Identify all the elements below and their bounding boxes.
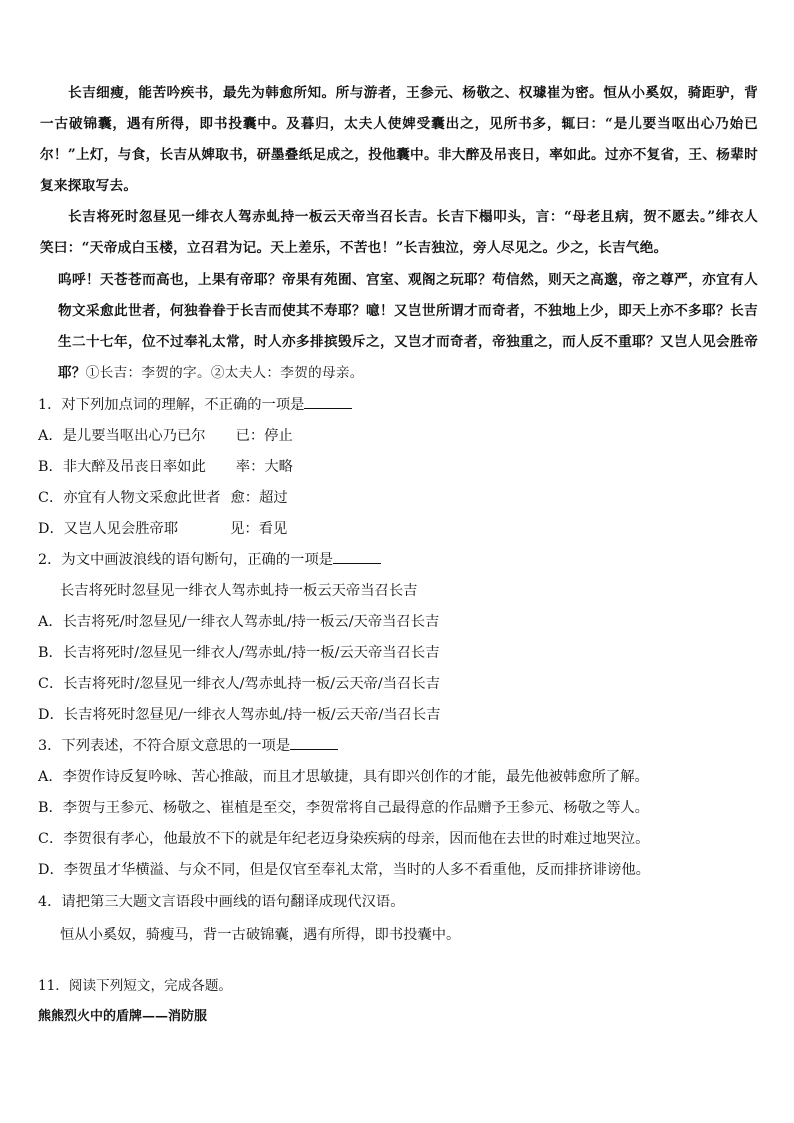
passage-paragraph-3: [58, 265, 758, 389]
q1-stem: 1．对下列加点词的理解，不正确的一项是: [38, 394, 352, 416]
passage-paragraph-3-text: 呜呼！天苍苍而高也，上果有帝耶？帝果有苑囿、宫室、观阁之玩耶？苟信然，则天之高邈，帝之尊严，亦宜有人物文采愈此世者，何独眷眷于长吉而使其不寿耶？噫！又岂世所谓才而奇者，不独地上少，即天上亦不多耶？长吉生二十七年，位不过奉礼太常，时人亦多排摈毁斥之，又岂才而奇者，帝独重之，而人反不重耶？又岂人见会胜帝耶？: [58, 272, 758, 381]
q3-option-b: B．李贺与王参元、杨敬之、崔植是至交，李贺常将自己最得意的作品赠予王参元、杨敬之等人。: [38, 800, 649, 816]
q4-sentence: 恒从小奚奴，骑瘦马，背一古破锦囊，遇有所得，即书投囊中。: [60, 927, 461, 943]
q3-option-a: A．李贺作诗反复吟咏、苦心推敲，而且才思敏捷，具有即兴创作的才能，最先他被韩愈所了解。: [38, 769, 649, 785]
answer-blank: [333, 549, 381, 564]
q3-stem: 3．下列表述，不符合原文意思的一项是: [38, 735, 338, 757]
q2-sentence: 长吉将死时忽昼见一绯衣人驾赤虬持一板云天帝当召长吉: [60, 583, 418, 599]
q3-option-c: C．李贺很有孝心，他最放不下的就是年纪老迈身染疾病的母亲，因而他在去世的时难过地哭泣。: [38, 831, 650, 847]
q3-option-d: D．李贺虽才华横溢、与众不同，但是仅官至奉礼太常，当时的人多不看重他，反而排挤诽谤他。: [38, 862, 650, 878]
answer-blank: [304, 394, 352, 409]
q2-stem: 2．为文中画波浪线的语句断句，正确的一项是: [38, 549, 381, 571]
passage-footnote: ①长吉：李贺的字。②太夫人：李贺的母亲。: [85, 365, 364, 381]
q1-option-d: D．又岂人见会胜帝耶 见：看见: [38, 521, 288, 537]
passage-paragraph-1: 长吉细瘦，能苦吟疾书，最先为韩愈所知。所与游者，王参元、杨敬之、权璩崔为密。恒从小奚奴，骑距驴，背一古破锦囊，遇有所得，即书投囊中。及暮归，太夫人使婢受囊出之，见所书多，辄曰：“是儿要当呕出心乃始已尔！”上灯，与食，长吉从婢取书，研墨叠纸足成之，投他囊中。非大醉及吊丧日，率如此。过亦不复省，王、杨辈时复来探取写去。: [40, 85, 758, 194]
q11-article-title: 熊熊烈火中的盾牌——消防服: [38, 1009, 208, 1024]
q2-option-b: B．长吉将死时/忽昼见一绯衣人/驾赤虬/持一板/云天帝当召长吉: [38, 645, 440, 661]
q2-option-a: A．长吉将死/时忽昼见/一绯衣人驾赤虬/持一板云/天帝当召长吉: [38, 614, 440, 630]
passage-paragraph-2: 长吉将死时忽昼见一绯衣人驾赤虬持一板云天帝当召长吉。长吉下榻叩头，言：“母老且病，贺不愿去。”绯衣人笑曰：“天帝成白玉楼，立召君为记。天上差乐，不苦也！”长吉独泣，旁人尽见之。少之，长吉气绝。: [40, 209, 758, 256]
q2-option-d: D．长吉将死时忽昼见/一绯衣人驾赤虬/持一板/云天帝/当召长吉: [38, 707, 441, 723]
q4-stem: 4．请把第三大题文言语段中画线的语句翻译成现代汉语。: [38, 894, 405, 910]
q2-option-c: C．长吉将死时/忽昼见一绯衣人/驾赤虬持一板/云天帝/当召长吉: [38, 676, 440, 692]
q1-option-b: B．非大醉及吊丧日率如此 率：大略: [38, 459, 293, 475]
q1-option-c: C．亦宜有人物文采愈此世者 愈：超过: [38, 490, 288, 506]
q11-stem: 11．阅读下列短文，完成各题。: [38, 978, 233, 994]
answer-blank: [290, 735, 338, 750]
q1-option-a: A．是儿要当呕出心乃已尔 已：停止: [38, 428, 293, 444]
